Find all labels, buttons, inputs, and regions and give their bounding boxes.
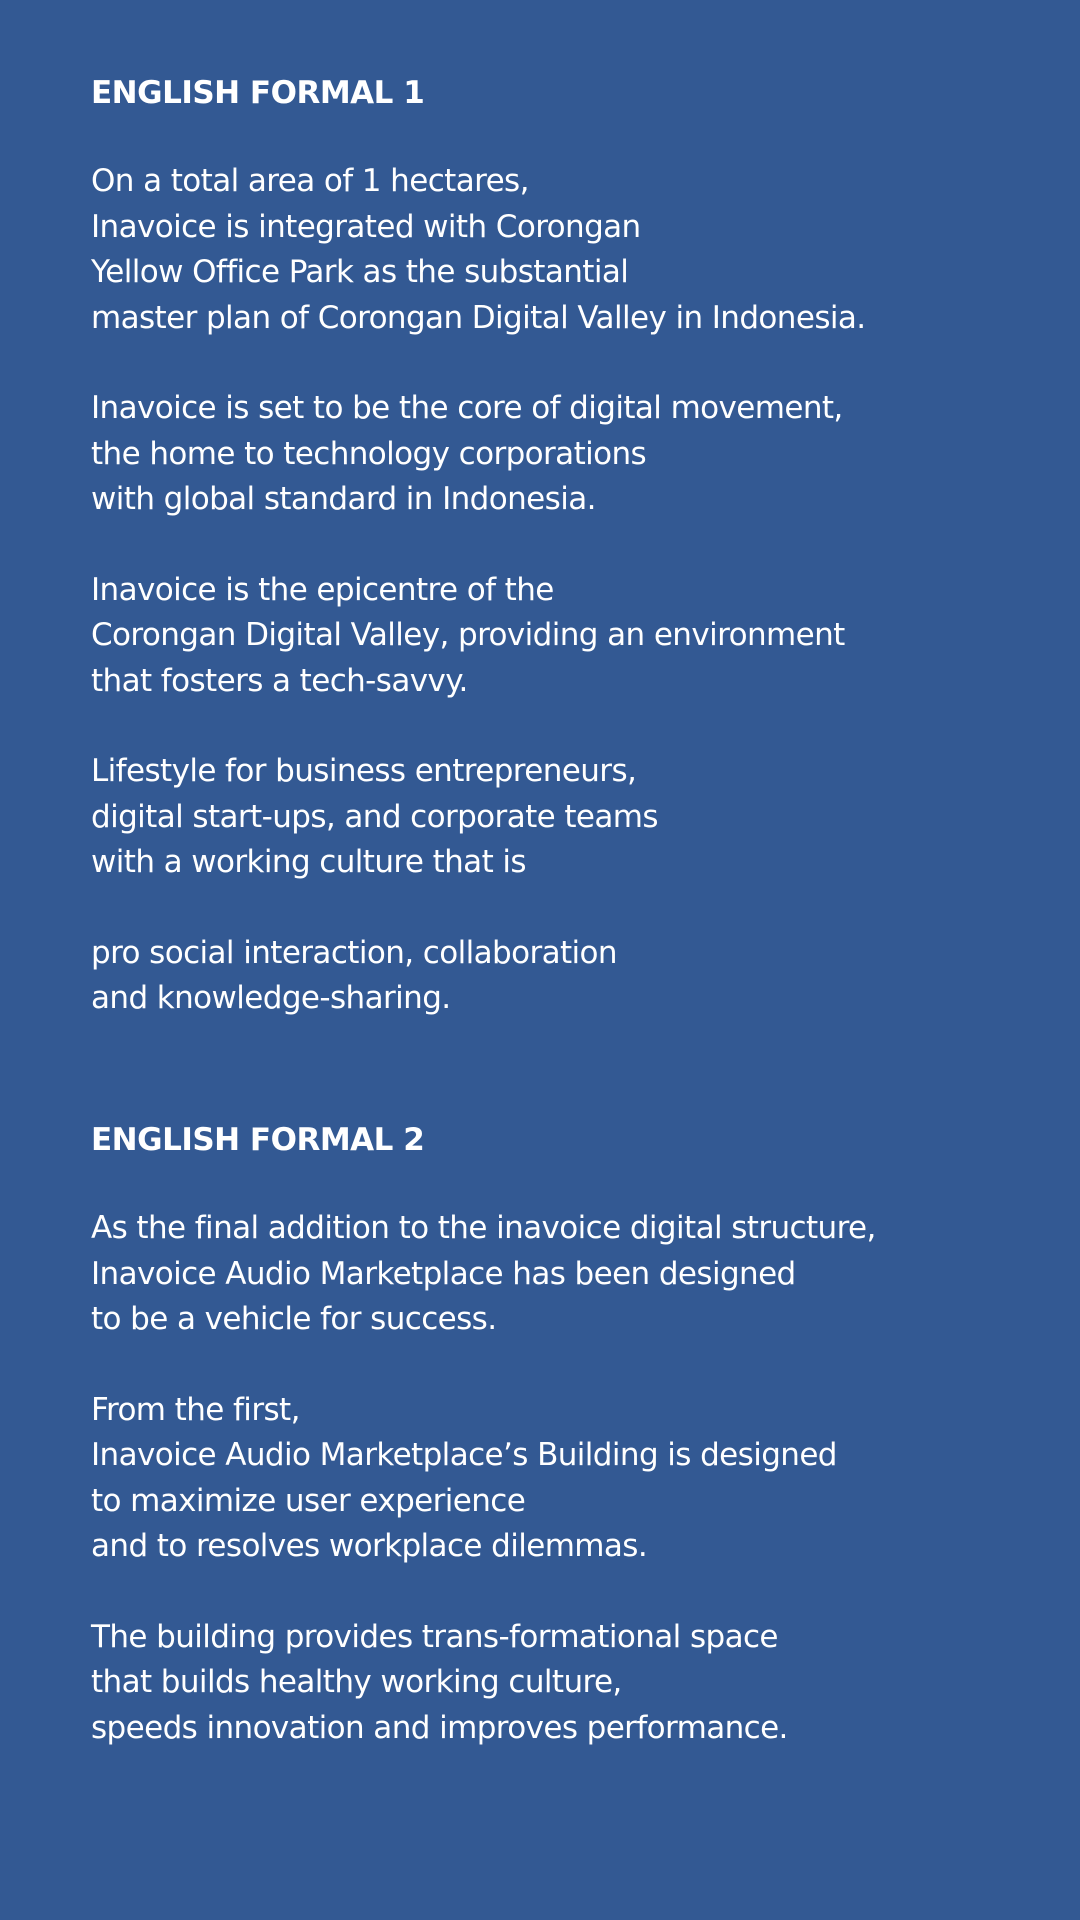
text-line: to be a vehicle for success. bbox=[91, 1301, 497, 1337]
text-line: the home to technology corporations bbox=[91, 435, 647, 472]
text-line: and to resolves workplace dilemmas. bbox=[91, 1528, 648, 1564]
text-line: From the first, bbox=[91, 1391, 300, 1428]
text-line: speeds innovation and improves performance. bbox=[91, 1709, 788, 1746]
section-heading: ENGLISH FORMAL 2 bbox=[91, 1122, 425, 1158]
section-heading: ENGLISH FORMAL 1 bbox=[91, 75, 425, 111]
text-line: digital start-ups, and corporate teams bbox=[91, 798, 658, 835]
paragraph bbox=[91, 1388, 1061, 1570]
text-line: Yellow Office Park as the substantial bbox=[91, 254, 629, 290]
text-line: Corongan Digital Valley, providing an environment bbox=[91, 617, 845, 653]
text-line: Inavoice is integrated with Corongan bbox=[91, 208, 641, 245]
text-line: The building provides trans-formational space bbox=[91, 1618, 778, 1655]
text-line: Inavoice is set to be the core of digital movement, bbox=[91, 390, 843, 426]
text-line: Inavoice Audio Marketplace has been designed bbox=[91, 1255, 796, 1292]
paragraph bbox=[91, 931, 1061, 1022]
paragraph bbox=[91, 386, 1061, 523]
section-english-formal-2 bbox=[91, 1119, 1061, 1796]
text-line: to maximize user experience bbox=[91, 1482, 526, 1519]
paragraph bbox=[91, 159, 1061, 341]
text-line: master plan of Corongan Digital Valley in Indonesia. bbox=[91, 299, 866, 336]
text-line: with a working culture that is bbox=[91, 844, 526, 880]
section-english-formal-1 bbox=[91, 72, 1061, 1067]
paragraph bbox=[91, 1206, 1061, 1343]
text-line: Lifestyle for business entrepreneurs, bbox=[91, 753, 637, 789]
text-line: On a total area of 1 hectares, bbox=[91, 163, 529, 199]
text-line: Inavoice is the epicentre of the bbox=[91, 571, 554, 608]
paragraph bbox=[91, 568, 1061, 705]
paragraph bbox=[91, 1615, 1061, 1752]
text-line: that builds healthy working culture, bbox=[91, 1664, 622, 1700]
paragraph bbox=[91, 749, 1061, 886]
text-line: Inavoice Audio Marketplace’s Building is designed bbox=[91, 1437, 837, 1473]
text-line: and knowledge-sharing. bbox=[91, 980, 451, 1016]
text-line: As the final addition to the inavoice digital structure, bbox=[91, 1210, 876, 1246]
text-line: with global standard in Indonesia. bbox=[91, 481, 596, 517]
text-line: that fosters a tech-savvy. bbox=[91, 662, 468, 699]
text-line: pro social interaction, collaboration bbox=[91, 934, 617, 971]
